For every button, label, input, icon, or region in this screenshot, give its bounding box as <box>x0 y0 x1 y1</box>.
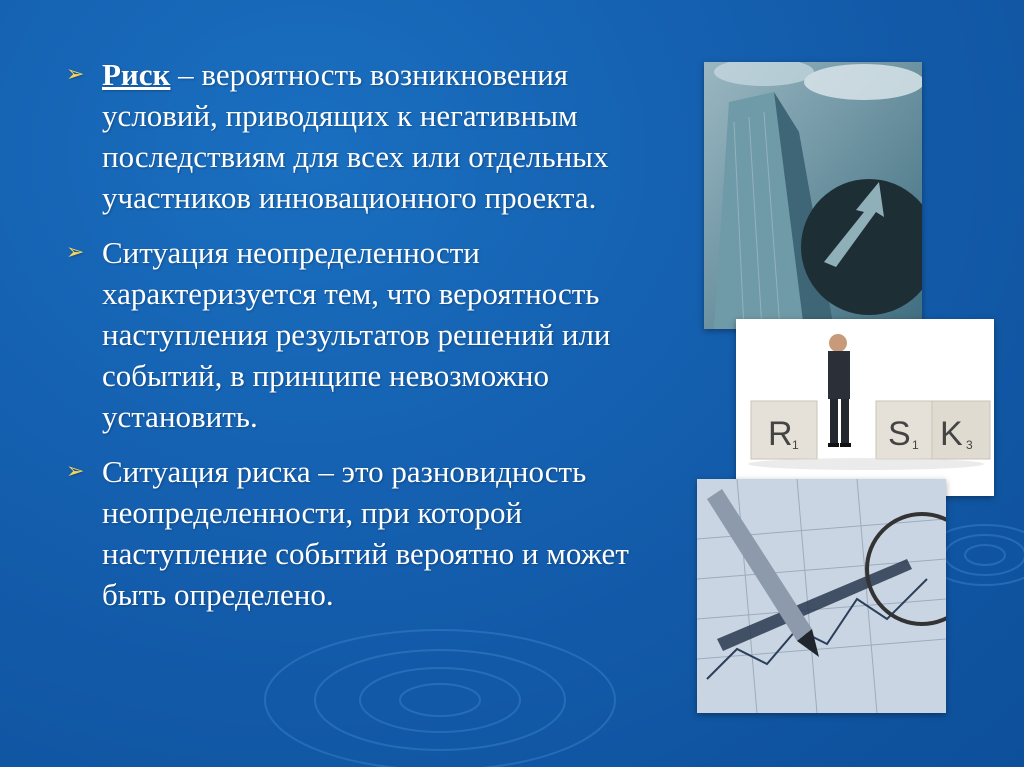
block-subscript-r: 1 <box>792 438 799 452</box>
risk-blocks-photo <box>736 319 994 496</box>
block-subscript-s: 1 <box>912 438 919 452</box>
skyscraper-photo <box>704 62 922 329</box>
bullet-uncertainty <box>66 232 686 437</box>
bullet-risk-definition <box>66 54 686 218</box>
uncertainty-text: Ситуация неопределенности характеризуется тем, что вероятность наступления результатов решений или событий, в принципе невозможно установить. <box>102 235 611 434</box>
term-risk: Риск <box>102 57 171 92</box>
risk-definition-text: – вероятность возникновения условий, приводящих к негативным последствиям для всех или отдельных участников инновационного проекта. <box>102 57 609 215</box>
block-subscript-k: 3 <box>966 438 973 452</box>
arrow-bullet-icon: ➢ <box>66 459 85 484</box>
risk-situation-text: Ситуация риска – это разновидность неопределенности, при которой наступление событий вероятно и может быть определено. <box>102 454 629 612</box>
block-letter-s: S <box>888 415 911 453</box>
arrow-bullet-icon: ➢ <box>66 62 85 87</box>
bullet-list <box>66 54 686 629</box>
bullet-risk-situation <box>66 451 686 615</box>
block-letter-k: K <box>940 415 963 453</box>
block-letter-r: R <box>768 415 793 453</box>
arrow-bullet-icon: ➢ <box>66 240 85 265</box>
pen-chart-photo <box>697 479 946 713</box>
